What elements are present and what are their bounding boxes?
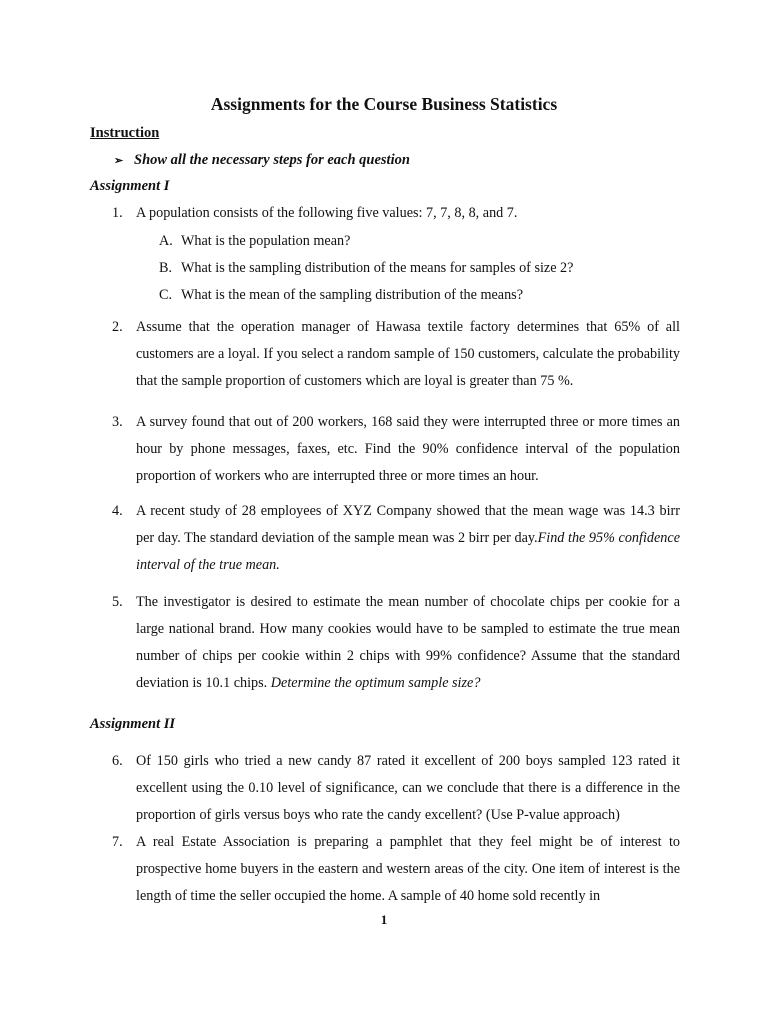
page-number: 1 <box>380 912 388 927</box>
sub-question-letter: C. <box>159 287 173 303</box>
question-number: 5. <box>112 594 123 610</box>
sub-question-text: What is the sampling distribution of the means for samples of size 2? <box>181 260 574 276</box>
sub-question-a <box>159 231 350 251</box>
question-6 <box>112 748 680 829</box>
sub-question-b <box>159 258 573 278</box>
assignment-1-heading: Assignment I <box>90 178 170 194</box>
assignment-2-heading: Assignment II <box>90 716 176 732</box>
sub-question-text: What is the mean of the sampling distribution of the means? <box>181 287 523 303</box>
instruction-bullet-text: Show all the necessary steps for each question <box>134 152 410 168</box>
question-text: Assume that the operation manager of Hawasa textile factory determines that 65% of all customers are a loyal. If you select a random sample of 150 customers, calculate the probability that the sample proportion of customers which are loyal is greater than 75 %. <box>136 319 680 389</box>
question-text <box>136 498 680 579</box>
question-italic-text: Determine the optimum sample size? <box>270 675 481 691</box>
page-title: Assignments for the Course Business Statistics <box>210 94 558 114</box>
question-text: A survey found that out of 200 workers, 168 said they were interrupted three or more times an hour by phone messages, faxes, etc. Find the 90% confidence interval of the population proportion of workers who are interrupted three or more times an hour. <box>136 414 680 484</box>
question-4 <box>112 498 680 579</box>
question-2 <box>112 314 680 395</box>
question-7 <box>112 829 680 910</box>
sub-question-c <box>159 285 523 305</box>
question-number: 2. <box>112 319 123 335</box>
question-italic-text: Find the 95% confidence interval of the true mean. <box>136 530 680 573</box>
question-text: A real Estate Association is preparing a pamphlet that they feel might be of interest to prospective home buyers in the eastern and western areas of the city. One item of interest is the length of time the seller occupied the home. A sample of 40 home sold recently in <box>136 834 680 904</box>
question-number: 6. <box>112 753 123 769</box>
question-plain-text: The investigator is desired to estimate the mean number of chocolate chips per cookie for a large national brand. How many cookies would have to be sampled to estimate the true mean number of chips per cookie within 2 chips with 99% confidence? Assume that the standard deviation is 10.1 chips. <box>136 594 680 691</box>
question-1 <box>112 200 680 227</box>
question-5 <box>112 589 680 697</box>
question-number: 4. <box>112 503 123 519</box>
question-number: 1. <box>112 205 123 221</box>
question-number: 7. <box>112 834 123 850</box>
instruction-bullet <box>114 152 410 169</box>
instruction-heading: Instruction <box>90 125 160 141</box>
question-number: 3. <box>112 414 123 430</box>
question-text: Of 150 girls who tried a new candy 87 rated it excellent of 200 boys sampled 123 rated it excellent using the 0.10 level of significance, can we conclude that there is a difference in the proportion of girls versus boys who rate the candy excellent? (Use P-value approach) <box>136 753 680 823</box>
question-text <box>136 589 680 697</box>
arrow-bullet-icon: ➢ <box>114 155 124 167</box>
sub-question-letter: A. <box>159 233 173 249</box>
question-plain-text: A recent study of 28 employees of XYZ Company showed that the mean wage was 14.3 birr per day. The standard deviation of the sample mean was 2 birr per day. <box>136 503 680 546</box>
sub-question-text: What is the population mean? <box>181 233 351 249</box>
question-3 <box>112 409 680 490</box>
sub-question-letter: B. <box>159 260 173 276</box>
question-text: A population consists of the following five values: 7, 7, 8, 8, and 7. <box>136 205 518 221</box>
